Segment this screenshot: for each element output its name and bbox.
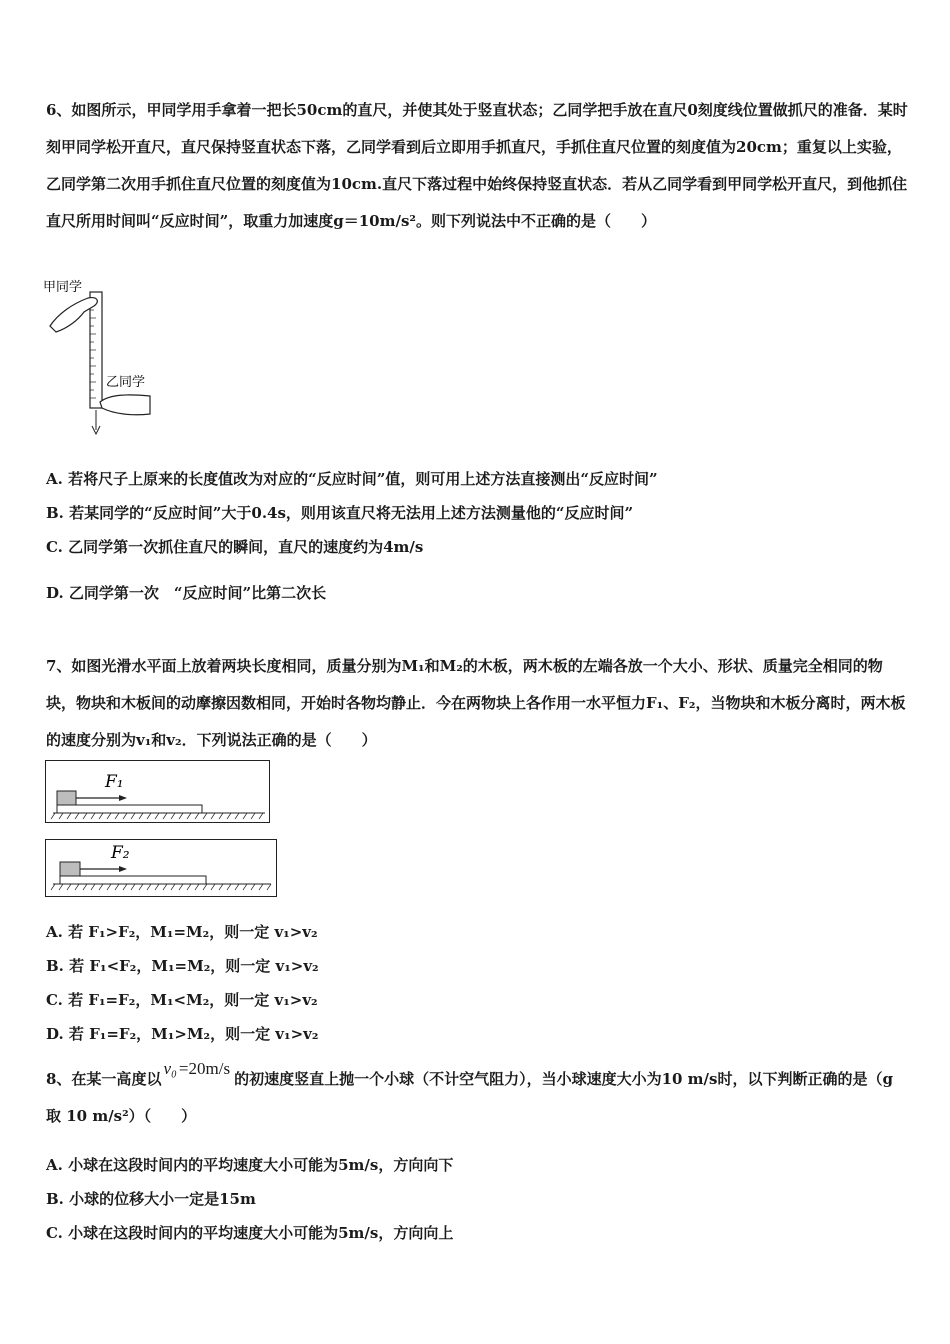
board-figure-1: [45, 760, 271, 824]
q8-option-a: A. 小球在这段时间内的平均速度大小可能为5m/s，方向向下: [46, 1156, 454, 1174]
q8-option-b: B. 小球的位移大小一定是15m: [46, 1190, 256, 1208]
initial-velocity-symbol: v₀: [163, 1059, 177, 1078]
board-2: [60, 876, 206, 884]
q6-option-a: A. 若将尺子上原来的长度值改为对应的“反应时间”值，则可用上述方法直接测出“反应时间”: [46, 470, 658, 488]
hand-bottom: [100, 395, 150, 415]
q6-option-d: D. 乙同学第一次 “反应时间”比第二次长: [46, 584, 327, 602]
question-6-stem: 6、如图所示，甲同学用手拿着一把长50cm的直尺，并使其处于竖直状态；乙同学把手放在直尺0刻度线位置做抓尺的准备．某时刻甲同学松开直尺，直尺保持竖直状态下落，乙同学看到后立即用手抓直尺，手抓住直尺位置的刻度值为20cm；重复以上实验，乙同学第二次用手抓住直尺位置的刻度值为10cm.直尺下落过程中始终保持竖直状态．若从乙同学看到甲同学松开直尺，到他抓住直尺所用时间叫“反应时间”，取重力加速度g＝10m/s²。则下列说法中不正确的是（ ）: [46, 101, 908, 230]
q7-option-a: A. 若 F₁>F₂，M₁=M₂，则一定 v₁>v₂: [46, 923, 318, 941]
ruler-ticks: [90, 302, 96, 398]
label-student-yi: 乙同学: [106, 375, 146, 390]
q7-option-b: B. 若 F₁<F₂，M₁=M₂，则一定 v₁>v₂: [46, 957, 319, 975]
question-7-stem: 7、如图光滑水平面上放着两块长度相同，质量分别为M₁和M₂的木板，两木板的左端各放一个大小、形状、质量完全相同的物块，物块和木板间的动摩擦因数相同，开始时各物均静止．今在两物块上各作用一水平恒力F₁、F₂，当物块和木板分离时，两木板的速度分别为v₁和v₂．下列说法正确的是（ ）: [46, 657, 906, 749]
question-8-stem: [46, 1060, 908, 1135]
force-2-label: F₂: [111, 843, 130, 863]
q7-option-c: C. 若 F₁=F₂，M₁<M₂，则一定 v₁>v₂: [46, 991, 318, 1009]
q6-option-b: B. 若某同学的“反应时间”大于0.4s，则用该直尺将无法用上述方法测量他的“反应时间”: [46, 504, 634, 522]
force-1-label: F₁: [105, 772, 124, 792]
q7-option-d: D. 若 F₁=F₂，M₁>M₂，则一定 v₁>v₂: [46, 1025, 319, 1043]
block-2: [60, 862, 80, 876]
ruler-figure: [40, 278, 170, 438]
label-student-jia: 甲同学: [43, 280, 83, 295]
q8-stem-start: 8、在某一高度以: [46, 1070, 162, 1088]
q8-stem-rest: 的初速度竖直上抛一个小球（不计空气阻力），当小球速度大小为10 m/s时，以下判断正确的是（g 取 10 m/s²）（ ）: [46, 1070, 893, 1125]
initial-velocity-value: =20m/s: [178, 1059, 231, 1078]
block-1: [57, 791, 76, 805]
board-1: [57, 805, 202, 813]
q8-option-c: C. 小球在这段时间内的平均速度大小可能为5m/s，方向向上: [46, 1224, 454, 1242]
board-figure-2: [45, 839, 278, 899]
q6-option-c: C. 乙同学第一次抓住直尺的瞬间，直尺的速度约为4m/s: [46, 538, 424, 556]
